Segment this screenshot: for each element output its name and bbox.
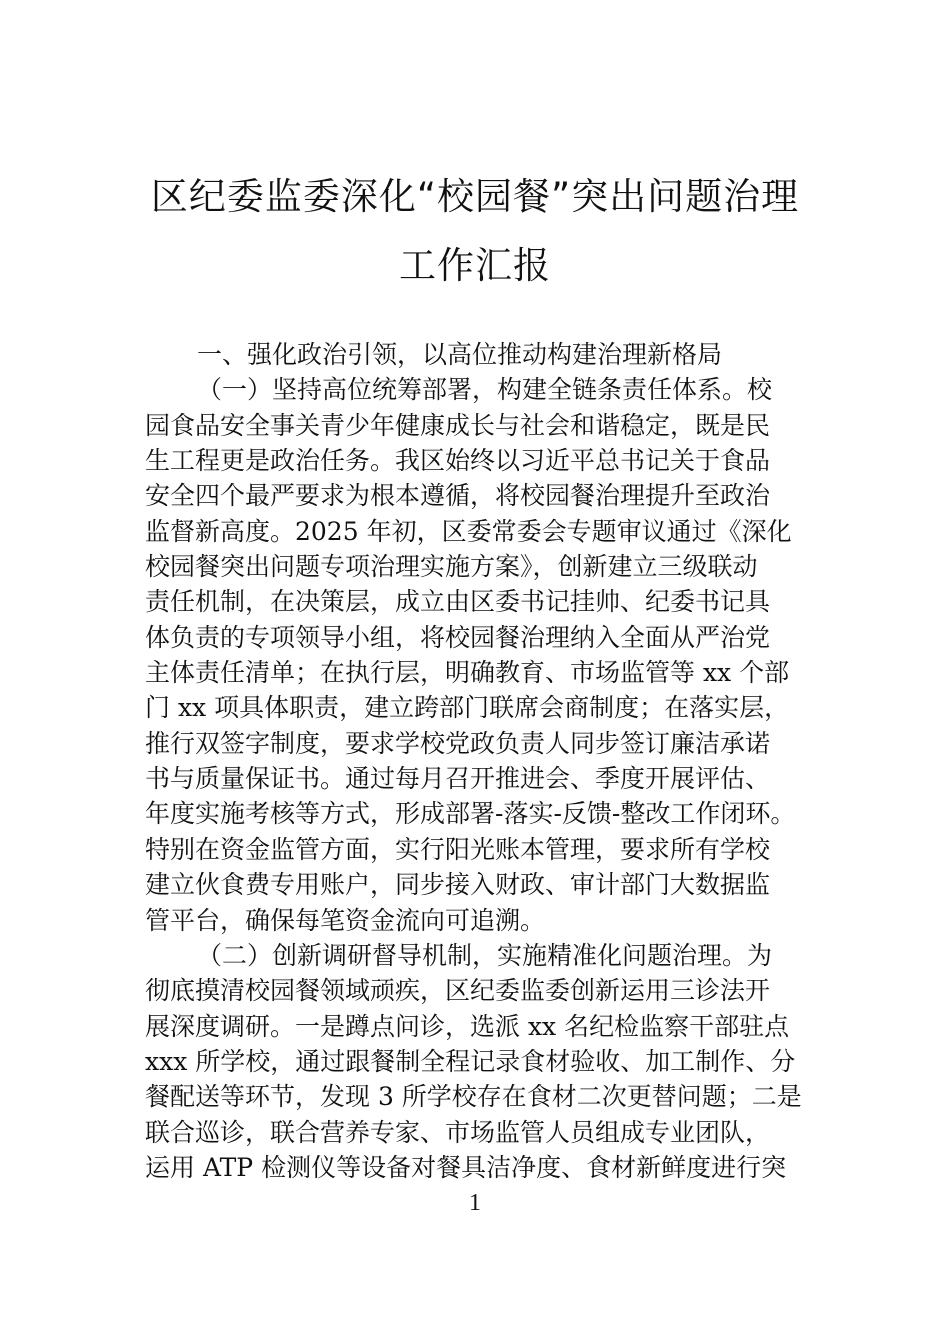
paragraph-line: xxx 所学校，通过跟餐制全程记录食材验收、加工制作、分 <box>145 1046 796 1076</box>
paragraph-line: 建立伙食费专用账户，同步接入财政、审计部门大数据监 <box>145 870 771 900</box>
paragraph-line: 书与质量保证书。通过每月召开推进会、季度开展评估、 <box>145 764 771 794</box>
paragraph-line: （二）创新调研督导机制，实施精准化问题治理。为 <box>197 940 773 970</box>
paragraph-line: 推行双签字制度，要求学校党政负责人同步签订廉洁承诺 <box>145 728 771 758</box>
paragraph-line: 责任机制，在决策层，成立由区委书记挂帅、纪委书记具 <box>145 587 771 617</box>
document-title-line-1: 区纪委监委深化“校园餐”突出问题治理 <box>150 175 800 218</box>
document-title-line-2: 工作汇报 <box>399 244 551 287</box>
paragraph-line: 生工程更是政治任务。我区始终以习近平总书记关于食品 <box>145 446 771 476</box>
paragraph-line: 管平台，确保每笔资金流向可追溯。 <box>145 905 546 935</box>
page-number: 1 <box>469 1190 481 1216</box>
section-heading: 一、强化政治引领，以高位推动构建治理新格局 <box>197 340 723 369</box>
paragraph-line: 年度实施考核等方式，形成部署-落实-反馈-整改工作闭环。 <box>145 799 796 829</box>
paragraph-line: 监督新高度。2025 年初，区委常委会专题审议通过《深化 <box>145 516 792 546</box>
paragraph-line: 校园餐突出问题专项治理实施方案》，创新建立三级联动 <box>145 552 758 582</box>
paragraph-line: 特别在资金监管方面，实行阳光账本管理，要求所有学校 <box>145 834 771 864</box>
paragraph-line: （一）坚持高位统筹部署，构建全链条责任体系。校 <box>197 375 773 405</box>
paragraph-line: 展深度调研。一是蹲点问诊，选派 xx 名纪检监察干部驻点 <box>145 1011 790 1041</box>
paragraph-line: 联合巡诊，联合营养专家、市场监管人员组成专业团队， <box>145 1117 771 1147</box>
document-body <box>145 337 815 1185</box>
paragraph-line: 餐配送等环节，发现 3 所学校存在食材二次更替问题；二是 <box>145 1082 802 1112</box>
paragraph-line: 园食品安全事关青少年健康成长与社会和谐稳定，既是民 <box>145 410 771 440</box>
paragraph-line: 安全四个最严要求为根本遵循，将校园餐治理提升至政治 <box>145 481 771 511</box>
paragraph-line: 门 xx 项具体职责，建立跨部门联席会商制度；在落实层， <box>145 693 790 723</box>
paragraph-line: 主体责任清单；在执行层，明确教育、市场监管等 xx 个部 <box>145 658 790 688</box>
paragraph-line: 体负责的专项领导小组，将校园餐治理纳入全面从严治党 <box>145 622 771 652</box>
paragraph-line: 运用 ATP 检测仪等设备对餐具洁净度、食材新鲜度进行突 <box>145 1152 787 1182</box>
paragraph-line: 彻底摸清校园餐领域顽疾，区纪委监委创新运用三诊法开 <box>145 976 771 1006</box>
